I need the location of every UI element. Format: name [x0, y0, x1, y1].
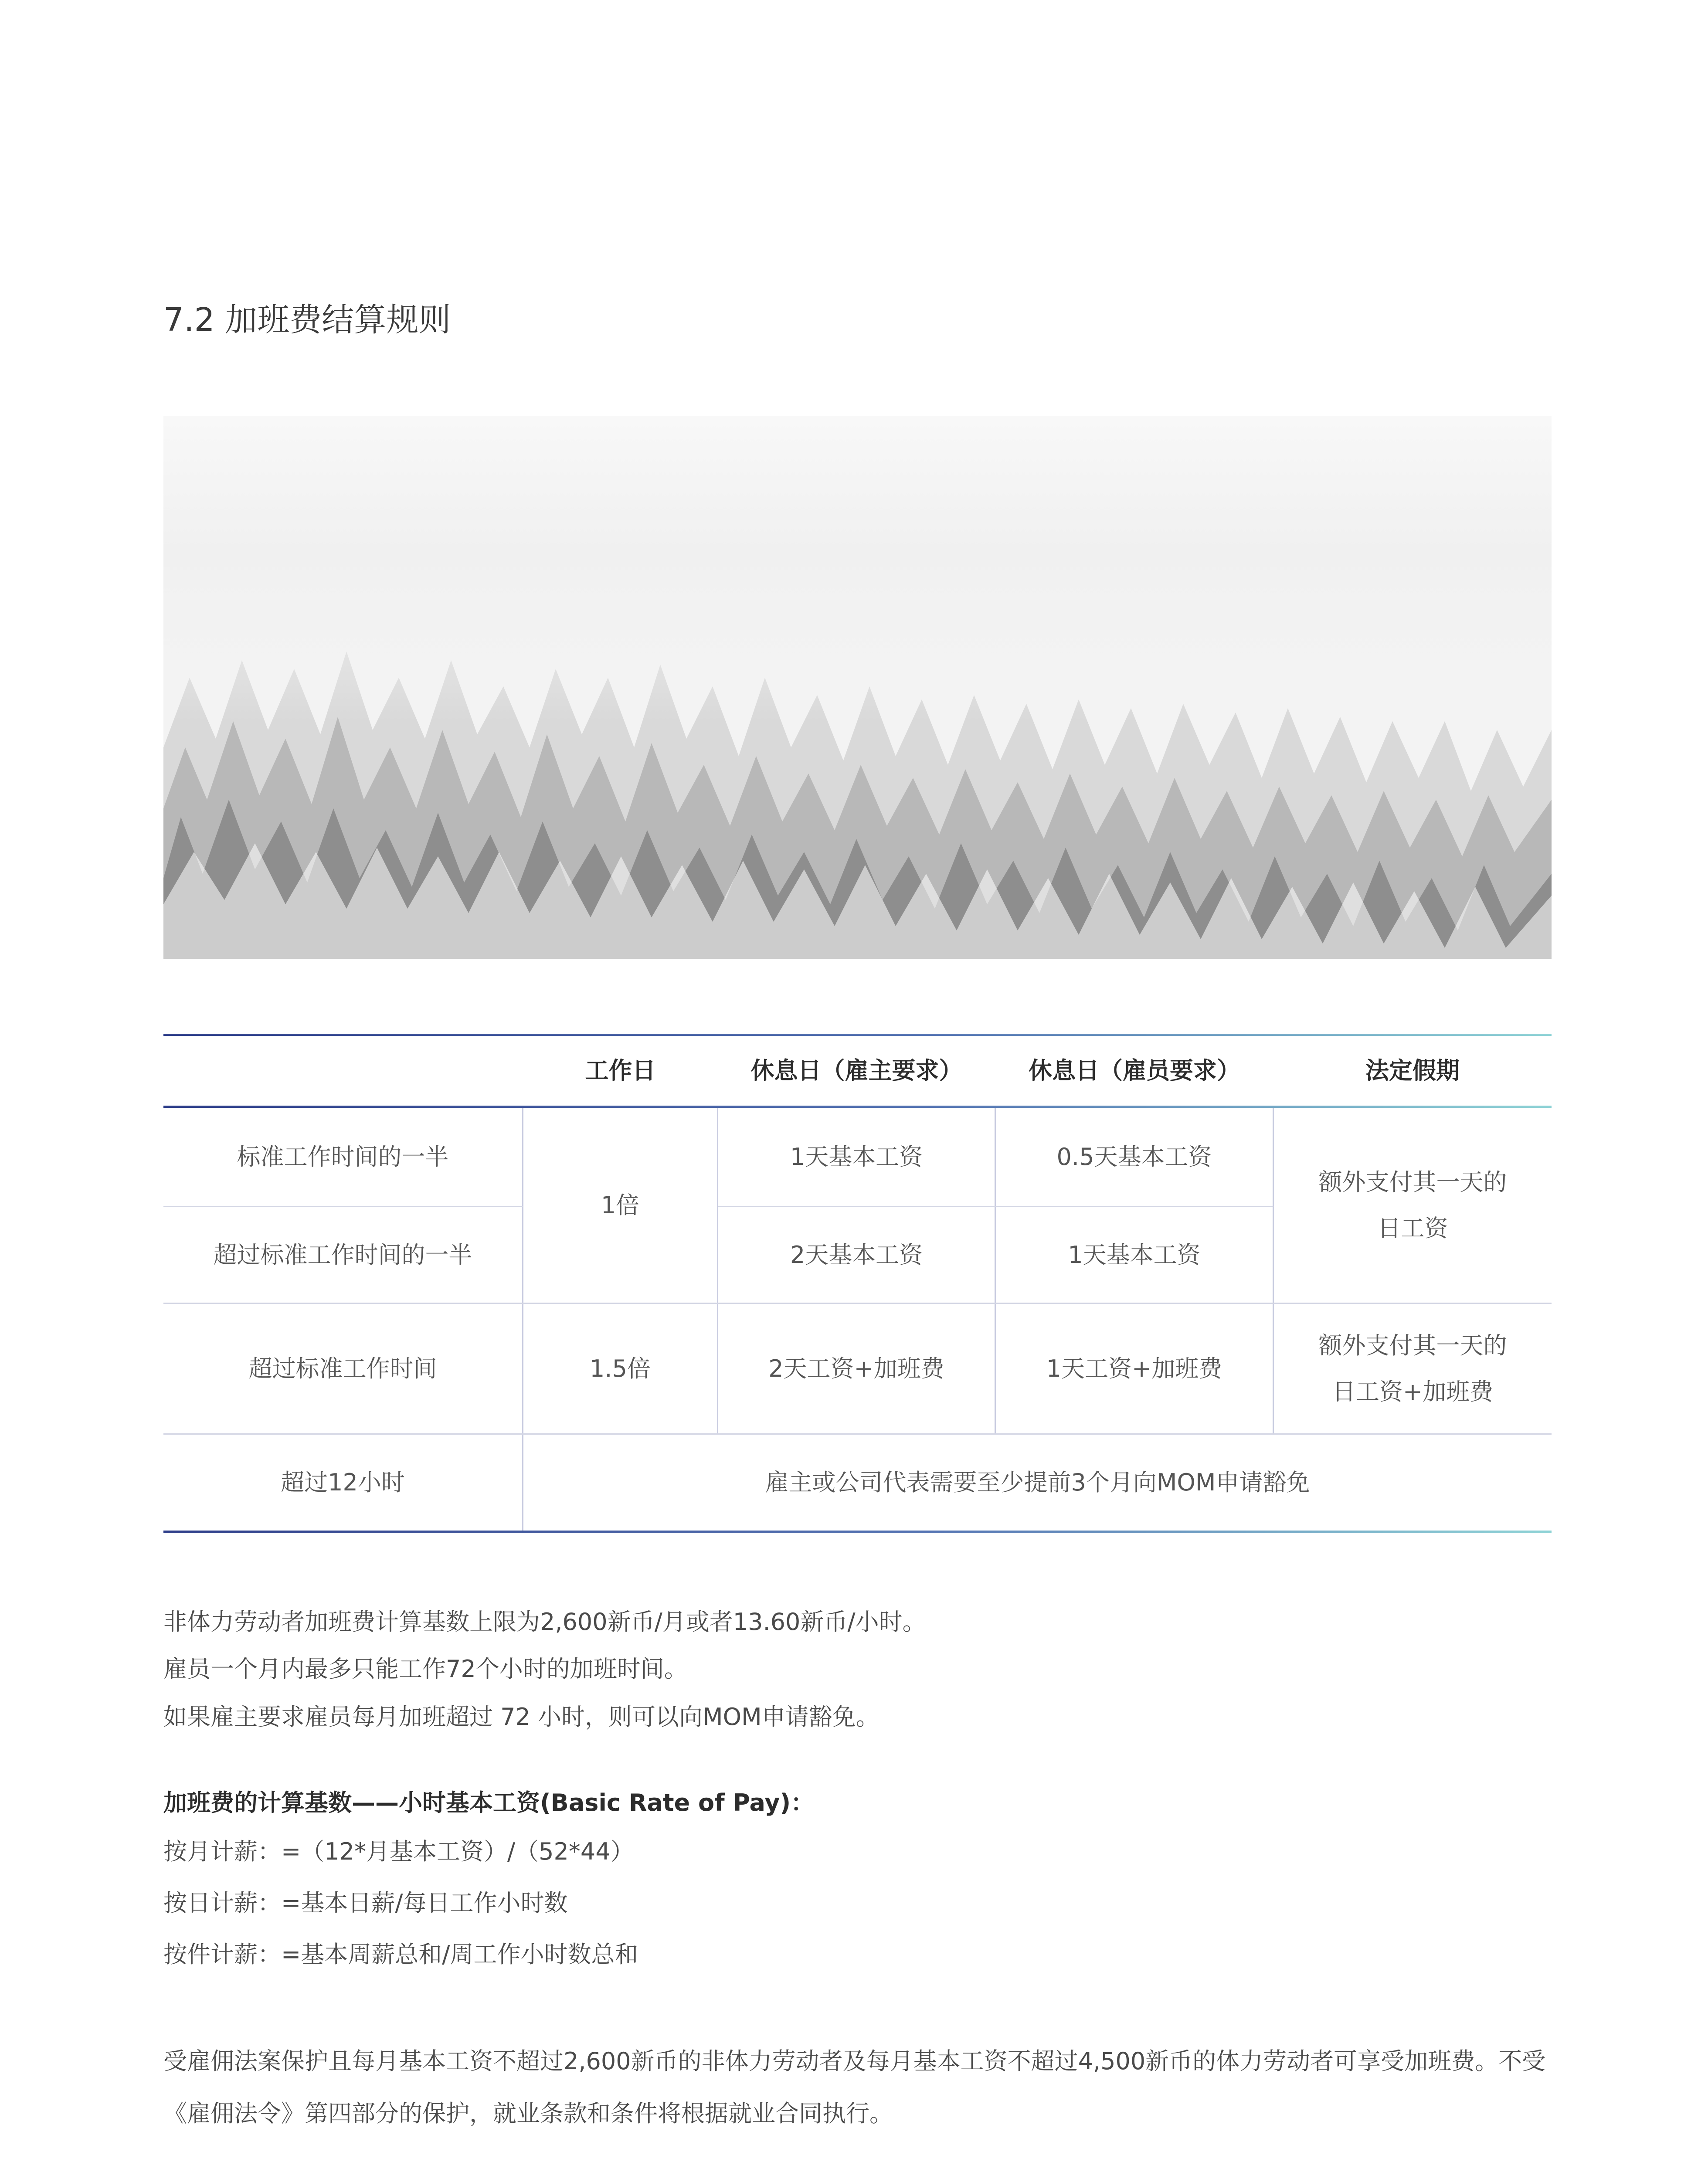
row-label-over-standard: 超过标准工作时间 [248, 1354, 437, 1382]
cell-r2-rest-employer: 2天基本工资 [790, 1241, 923, 1269]
header-rest-employee: 休息日（雇员要求） [1029, 1057, 1240, 1085]
holiday-line-2: 日工资 [1377, 1214, 1448, 1242]
basis-monthly: 按月计薪：=（12*月基本工资）/（52*44） [163, 1838, 634, 1865]
note-overtime-limit: 雇员一个月内最多只能工作72个小时的加班时间。 [163, 1655, 688, 1683]
table-bottom-rule [163, 1531, 1552, 1533]
header-empty [163, 1036, 523, 1106]
cell-r12-holiday [1274, 1108, 1552, 1303]
cell-r1-rest-employer: 1天基本工资 [790, 1143, 923, 1171]
row-label-over-12h: 超过12小时 [281, 1469, 405, 1497]
cell-r1-rest-employee: 0.5天基本工资 [1056, 1143, 1212, 1171]
note-salary-cap: 非体力劳动者加班费计算基数上限为2,600新币/月或者13.60新币/小时。 [163, 1608, 926, 1636]
holiday-line-1: 额外支付其一天的 [1318, 1332, 1507, 1360]
closing-paragraph: 受雇佣法案保护且每月基本工资不超过2,600新币的非体力劳动者及每月基本工资不超过4,500新币的体力劳动者可享受加班费。不受《雇佣法令》第四部分的保护，就业条款和条件将根据就业合同执行。 [163, 2047, 1546, 2127]
cell-r3-rest-employer: 2天工资+加班费 [768, 1354, 944, 1382]
cell-r3-rest-employee: 1天工资+加班费 [1046, 1354, 1222, 1382]
cell-workday-1-5x: 1.5倍 [590, 1354, 651, 1382]
holiday-line-2: 日工资+加班费 [1332, 1378, 1494, 1405]
header-workday: 工作日 [585, 1057, 656, 1085]
basis-daily: 按日计薪：=基本日薪/每日工作小时数 [163, 1889, 568, 1917]
basis-piece: 按件计薪：=基本周薪总和/周工作小时数总和 [163, 1941, 638, 1968]
overtime-table [163, 1034, 1552, 1533]
basis-title: 加班费的计算基数——小时基本工资(Basic Rate of Pay)： [163, 1789, 815, 1816]
section-title: 7.2 加班费结算规则 [163, 301, 451, 339]
row-label-half-standard: 标准工作时间的一半 [237, 1143, 449, 1171]
snowy-forest-photo [163, 416, 1552, 959]
holiday-line-1: 额外支付其一天的 [1318, 1168, 1507, 1196]
cell-r2-rest-employee: 1天基本工资 [1068, 1241, 1201, 1269]
header-rest-employer: 休息日（雇主要求） [750, 1057, 963, 1085]
row-label-over-half-standard: 超过标准工作时间的一半 [213, 1241, 472, 1269]
cell-workday-1x: 1倍 [601, 1191, 640, 1219]
cell-r4-exemption-note: 雇主或公司代表需要至少提前3个月向MOM申请豁免 [765, 1469, 1310, 1497]
header-holiday: 法定假期 [1365, 1057, 1460, 1085]
note-exemption: 如果雇主要求雇员每月加班超过 72 小时，则可以向MOM申请豁免。 [163, 1703, 879, 1731]
cell-r3-holiday [1274, 1304, 1552, 1433]
